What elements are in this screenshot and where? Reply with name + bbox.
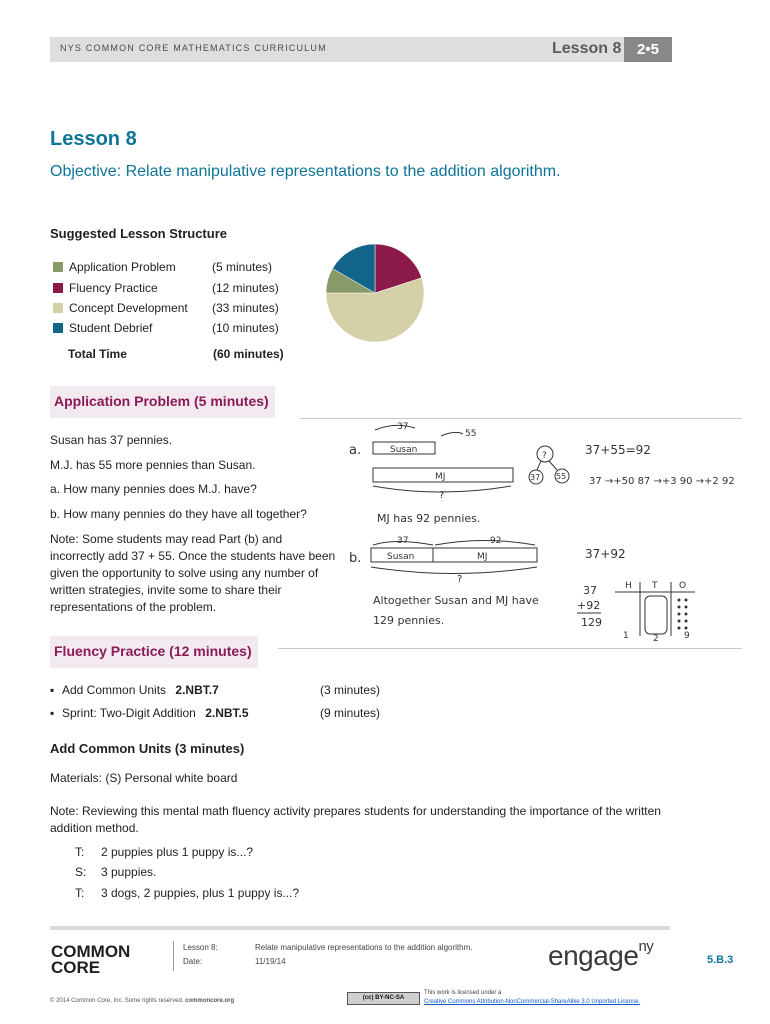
- logo-line: COMMON: [51, 942, 131, 961]
- arrow-steps: 37 →+50 87 →+3 90 →+2 92: [589, 476, 735, 487]
- structure-title: Suggested Lesson Structure: [50, 226, 227, 241]
- add-units-heading: Add Common Units (3 minutes): [50, 741, 245, 756]
- structure-label: Student Debrief: [69, 321, 153, 335]
- part-b-work: [349, 536, 695, 644]
- problem-line: b. How many pennies do they have all together?: [50, 507, 307, 521]
- application-heading: Application Problem (5 minutes): [50, 386, 275, 418]
- vertical-add: 129: [581, 616, 602, 629]
- answer-b-line1: Altogether Susan and MJ have: [373, 594, 539, 607]
- label-55: 55: [465, 429, 477, 439]
- lesson-structure-pie: [324, 242, 426, 344]
- fluency-item: [50, 706, 380, 720]
- fluency-item-time: (9 minutes): [320, 706, 381, 720]
- total-time: (60 minutes): [213, 347, 284, 361]
- vertical-add: +92: [577, 599, 601, 612]
- ones-dot: [685, 606, 688, 609]
- fluency-item: [50, 683, 380, 697]
- legend-swatch: [53, 262, 63, 272]
- bullet-icon: ▪: [50, 683, 55, 697]
- structure-time: (12 minutes): [212, 281, 279, 295]
- structure-row: [53, 260, 272, 274]
- problem-line: M.J. has 55 more pennies than Susan.: [50, 458, 256, 472]
- label-92-b: 92: [490, 536, 502, 546]
- ny-text: ny: [638, 938, 654, 955]
- brace-92-b: [435, 541, 535, 546]
- question-mark: ?: [439, 490, 445, 501]
- fluency-item-label: Sprint: Two-Digit Addition: [62, 706, 196, 720]
- fluency-item-standard: 2.NBT.7: [175, 683, 219, 697]
- structure-row: [53, 281, 279, 295]
- part-a-work: [349, 422, 735, 525]
- ones-dots: [678, 599, 688, 630]
- speaker: T:: [75, 845, 85, 859]
- application-note: Note: Some students may read Part (b) and incorrectly add 37 + 55. Once the students have been given the opportunity to solve using any number of written strategies, invite some to share their representations of the problem.: [50, 532, 336, 614]
- license-text: This work is licensed under a: [424, 990, 502, 996]
- footer-date-value: 11/19/14: [255, 957, 286, 966]
- header-lesson: Lesson 8: [552, 40, 622, 57]
- license-link[interactable]: Creative Commons Attribution-NonCommercial-ShareAlike 3.0 Unported License.: [424, 999, 641, 1005]
- place-head: O: [679, 581, 687, 591]
- legend-swatch: [53, 303, 63, 313]
- place-digit: 9: [684, 631, 690, 641]
- bond-q: ?: [542, 451, 547, 461]
- ones-dot: [678, 606, 681, 609]
- footer-date-label: Date:: [183, 957, 203, 966]
- fluency-item-label: Add Common Units: [62, 683, 167, 697]
- bullet-icon: ▪: [50, 706, 55, 720]
- module-tag: 2•5: [624, 37, 672, 62]
- footer-divider: [173, 941, 174, 971]
- ones-dot: [678, 599, 681, 602]
- answer-b-line2: 129 pennies.: [373, 614, 445, 627]
- dialogue-line: [75, 886, 299, 900]
- dialogue-text: 3 puppies.: [101, 865, 157, 879]
- materials: Materials: (S) Personal white board: [50, 771, 238, 785]
- ones-dot: [678, 613, 681, 616]
- bond-line: [549, 461, 557, 470]
- cc-license-badge[interactable]: (cc) BY-NC-SA: [347, 992, 420, 1005]
- structure-label: Application Problem: [69, 260, 176, 274]
- answer-a: MJ has 92 pennies.: [377, 512, 481, 525]
- fluency-item-time: (3 minutes): [320, 683, 381, 697]
- total-label: Total Time: [68, 347, 127, 361]
- problem-line: a. How many pennies does M.J. have?: [50, 482, 257, 496]
- fluency-item-text: [62, 706, 320, 720]
- section-divider: [278, 648, 742, 649]
- label-37: 37: [397, 422, 409, 432]
- structure-time: (33 minutes): [212, 301, 279, 315]
- fluency-item-text: [62, 683, 320, 697]
- problem-line: Susan has 37 pennies.: [50, 433, 173, 447]
- place-digit: 2: [653, 634, 659, 644]
- student-work-sample: [345, 414, 745, 648]
- footer-lesson-label: Lesson 8:: [183, 943, 218, 952]
- fluency-heading: Fluency Practice (12 minutes): [50, 636, 258, 668]
- structure-row: [53, 301, 279, 315]
- mj-label-b: MJ: [477, 552, 488, 562]
- dialogue-line: [75, 845, 253, 859]
- structure-time: (5 minutes): [212, 260, 273, 274]
- ones-dot: [678, 620, 681, 623]
- label-37-b: 37: [397, 536, 409, 546]
- ones-dot: [685, 613, 688, 616]
- bond-line: [537, 461, 541, 470]
- fluency-item-standard: 2.NBT.5: [205, 706, 249, 720]
- objective: Objective: Relate manipulative representations to the addition algorithm.: [50, 163, 561, 180]
- bond-37: 37: [530, 473, 541, 482]
- structure-row: [53, 321, 279, 335]
- copyright-text: © 2014 Common Core, Inc. Some rights reserved.: [50, 998, 186, 1004]
- brace-37: [375, 425, 415, 430]
- legend-swatch: [53, 283, 63, 293]
- structure-label: Fluency Practice: [69, 281, 158, 295]
- page-number: 5.B.3: [707, 954, 734, 966]
- speaker: T:: [75, 886, 85, 900]
- brace-55: [441, 432, 463, 436]
- part-b-label: b.: [349, 551, 362, 566]
- dialogue-text: 3 dogs, 2 puppies, plus 1 puppy is...?: [101, 886, 300, 900]
- dialogue-line: [75, 865, 156, 879]
- question-mark-b: ?: [457, 574, 463, 585]
- logo-line: CORE: [51, 958, 101, 977]
- copyright: [50, 998, 234, 1004]
- total-brace-b: [371, 567, 537, 574]
- place-head: T: [652, 581, 658, 591]
- ones-dot: [678, 627, 681, 630]
- ones-dot: [685, 620, 688, 623]
- ones-dot: [685, 599, 688, 602]
- susan-label: Susan: [390, 445, 418, 455]
- engage-text: engage: [548, 940, 639, 971]
- structure-label: Concept Development: [69, 301, 188, 315]
- susan-label-b: Susan: [387, 552, 415, 562]
- copyright-link[interactable]: commoncore.org: [185, 998, 235, 1004]
- bond-55: 55: [556, 472, 567, 481]
- place-digit: 1: [623, 631, 629, 641]
- equation-a: 37+55=92: [585, 443, 651, 457]
- mj-label: MJ: [435, 472, 446, 482]
- add-units-note: Note: Reviewing this mental math fluency activity prepares students for understanding the importance of the written addition method.: [50, 804, 661, 835]
- ones-dot: [685, 627, 688, 630]
- part-a-label: a.: [349, 443, 362, 458]
- footer-lesson-value: Relate manipulative representations to the addition algorithm.: [255, 943, 473, 952]
- engageny-logo: [548, 940, 653, 972]
- vertical-add: 37: [583, 584, 597, 597]
- page-title: Lesson 8: [50, 128, 137, 150]
- curriculum-name: NYS COMMON CORE MATHEMATICS CURRICULUM: [60, 43, 327, 53]
- dialogue-text: 2 puppies plus 1 puppy is...?: [101, 845, 254, 859]
- legend-swatch: [53, 323, 63, 333]
- footer-bar: [50, 926, 670, 930]
- structure-time: (10 minutes): [212, 321, 279, 335]
- common-core-logo: [51, 944, 130, 976]
- equation-b: 37+92: [585, 547, 626, 561]
- speaker: S:: [75, 865, 87, 879]
- tens-bundle: [645, 596, 667, 634]
- place-head: H: [625, 581, 632, 591]
- structure-total: [68, 347, 284, 361]
